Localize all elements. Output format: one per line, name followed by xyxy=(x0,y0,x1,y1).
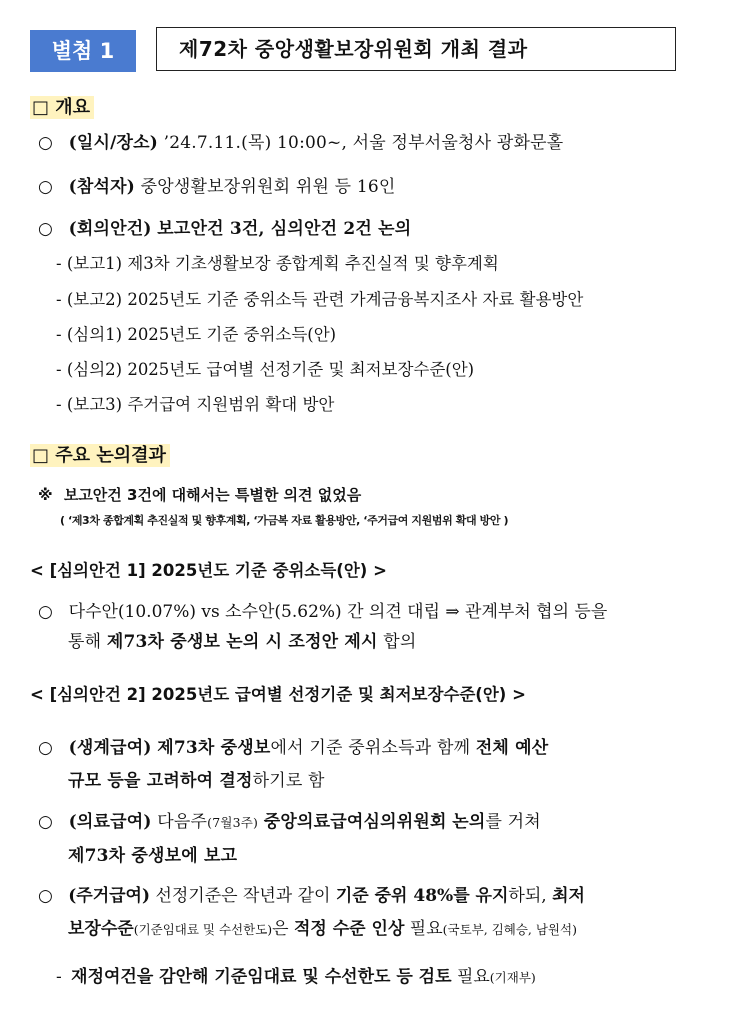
agenda1-item-line2 xyxy=(68,627,416,652)
small-text: (기재부) xyxy=(489,970,536,985)
regular-text: 다음주 xyxy=(157,812,208,832)
regular-text: 하되, xyxy=(508,886,547,906)
agenda-subitem: - (심의2) 2025년도 급여별 선정기준 및 최저보장수준(안) xyxy=(56,360,475,379)
small-text: (국토부, 김혜승, 남원석) xyxy=(442,922,577,937)
regular-text: 하기로 함 xyxy=(252,771,325,791)
bullet: ○ xyxy=(38,133,54,153)
bold-text: 적정 수준 인상 xyxy=(294,919,405,939)
agenda2-item-medical xyxy=(38,807,541,832)
agenda-subitem: - (보고3) 주거급여 지원범위 확대 방안 xyxy=(56,395,335,414)
item-label: (의료급여) xyxy=(68,812,152,832)
bold-text: 논의 xyxy=(452,812,486,832)
item-text: 중앙생활보장위원회 위원 등 16인 xyxy=(140,177,396,197)
regular-text: 를 거쳐 xyxy=(485,812,541,832)
bold-text: 기준 중위 48%를 유지 xyxy=(335,886,509,906)
small-text: (7월3주) xyxy=(207,815,259,830)
bold-text: 최저 xyxy=(552,886,585,906)
item-text: ’24.7.11.(목) 10:00~, 서울 정부서울청사 광화문홀 xyxy=(163,133,564,153)
bullet: ○ xyxy=(38,602,54,622)
regular-text: 에서 기준 중위소득과 함께 xyxy=(270,738,471,758)
regular-text: 선정기준은 작년과 같이 xyxy=(155,886,331,906)
bullet: ○ xyxy=(38,177,54,197)
agenda1-line1: 다수안(10.07%) vs 소수안(5.62%) 간 의견 대립 ⇒ 관계부처 협의 등을 xyxy=(68,602,608,622)
bold-text: 제73차 중생보에 보고 xyxy=(68,846,238,866)
item-label: (생계급여) xyxy=(68,738,152,758)
agenda2-heading: < [심의안건 2] 2025년도 급여별 선정기준 및 최저보장수준(안) > xyxy=(30,685,526,704)
regular-text: 필요 xyxy=(409,919,443,939)
section-heading-overview: □ 개요 xyxy=(30,96,94,119)
agenda2-item-livelihood xyxy=(38,733,548,758)
agenda1-heading: < [심의안건 1] 2025년도 기준 중위소득(안) > xyxy=(30,561,387,580)
agenda-subitem: - (보고2) 2025년도 기준 중위소득 관련 가계금융복지조사 자료 활용방안 xyxy=(56,290,584,309)
small-text: (기준임대료 및 수선한도) xyxy=(133,922,273,937)
bullet: ○ xyxy=(38,738,54,758)
bullet: ○ xyxy=(38,812,54,832)
item-label: (주거급여) xyxy=(68,886,151,906)
agenda2-item-housing-line2 xyxy=(68,914,577,939)
agenda1-line2-lead: 통해 xyxy=(68,632,102,652)
note-text: 보고안건 3건에 대해서는 특별한 의견 없었음 xyxy=(63,486,362,504)
bullet: ○ xyxy=(38,886,53,906)
results-note xyxy=(38,484,361,505)
item-label: (일시/장소) xyxy=(68,133,159,153)
agenda1-line2-bold: 제73차 중생보 논의 시 조정안 제시 xyxy=(106,632,378,652)
bold-text: 보장수준 xyxy=(68,919,134,939)
overview-item-agenda xyxy=(38,214,411,239)
agenda2-dash-item xyxy=(56,962,536,987)
section-heading-results: □ 주요 논의결과 xyxy=(30,444,170,467)
bullet: ○ xyxy=(38,219,54,239)
note-mark: ※ xyxy=(38,486,53,504)
bold-text: 재정여건을 감안해 기준임대료 및 수선한도 등 검토 xyxy=(71,967,452,987)
agenda1-item xyxy=(38,597,607,622)
attachment-tag: 별첨 1 xyxy=(30,30,136,72)
dash: - xyxy=(56,967,62,987)
agenda2-item-livelihood-line2 xyxy=(68,766,325,791)
results-note-detail: ( ‘제3차 종합계획 추진실적 및 향후계획, ‘가금복 자료 활용방안, ‘주거급여 지원범위 확대 방안 ) xyxy=(60,514,509,527)
overview-item-attendees xyxy=(38,172,396,197)
section-overview xyxy=(30,93,94,119)
agenda-subitem: - (심의1) 2025년도 기준 중위소득(안) xyxy=(56,325,337,344)
agenda1-line2-tail: 합의 xyxy=(383,632,417,652)
bold-text: 규모 등을 고려하여 결정 xyxy=(68,771,253,791)
regular-text: 필요 xyxy=(456,967,490,987)
bold-text: 전체 예산 xyxy=(475,738,549,758)
item-label: (참석자) xyxy=(68,177,136,197)
document-title: 제72차 중앙생활보장위원회 개최 결과 xyxy=(156,27,676,71)
item-text: 보고안건 3건, 심의안건 2건 논의 xyxy=(157,219,412,239)
agenda2-item-medical-line2 xyxy=(68,841,237,866)
agenda2-item-housing xyxy=(38,881,585,906)
overview-item-datetime xyxy=(38,128,563,153)
section-results xyxy=(30,441,170,467)
regular-text: 은 xyxy=(272,919,289,939)
agenda-subitem: - (보고1) 제3차 기초생활보장 종합계획 추진실적 및 향후계획 xyxy=(56,254,499,273)
item-label: (회의안건) xyxy=(68,219,152,239)
bold-text: 중앙의료급여심의위원회 xyxy=(263,812,447,832)
bold-text: 제73차 중생보 xyxy=(157,738,271,758)
